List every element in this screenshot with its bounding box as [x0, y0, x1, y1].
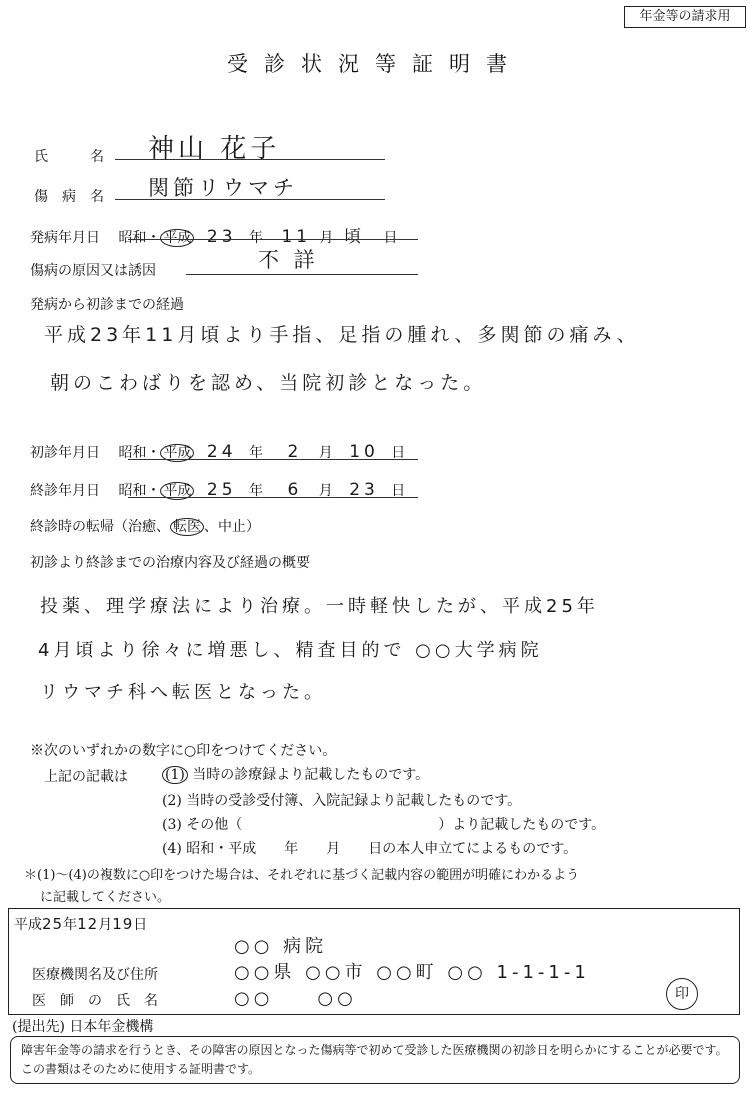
option-2-number: (2): [162, 793, 182, 809]
footer-note-box: [10, 1036, 740, 1084]
onset-month-unit: 月: [319, 230, 334, 246]
option-2: [162, 790, 521, 810]
submit-to: (提出先) 日本年金機構: [12, 1019, 154, 1035]
last-visit-era-heisei: 平成: [160, 482, 194, 500]
onset-underline: [128, 238, 418, 240]
option-3: [162, 814, 605, 834]
course-line-2: 朝のこわばりを認め、当院初診となった。: [50, 372, 487, 394]
option-4-text: 昭和・平成 年 月 日の本人申立てによるものです。: [186, 841, 578, 857]
first-visit-era-dot: ・: [146, 445, 161, 461]
treatment-label: 初診より終診までの治療内容及び経過の概要: [30, 555, 310, 571]
records-label: 上記の記載は: [44, 769, 128, 785]
onset-month: 11: [281, 227, 312, 247]
cause-label: 傷病の原因又は誘因: [30, 263, 156, 279]
treatment-line-3: リウマチ科へ転医となった。: [40, 682, 326, 703]
last-visit-era-showa: 昭和: [118, 483, 147, 499]
footer-note-text: 障害年金等の請求を行うとき、その障害の原因となった傷病等で初めて受診した医療機関の初診日を明らかにすることが必要です。この書類はそのために使用する証明書です。: [21, 1043, 728, 1076]
first-visit-month-unit: 月: [318, 445, 333, 461]
hospital-label: 医療機関名及び住所: [32, 967, 158, 983]
hospital-name: ○○ 病院: [234, 936, 328, 957]
first-visit-month: 2: [287, 442, 303, 462]
first-visit-underline: [128, 458, 418, 460]
first-visit-year-unit: 年: [249, 445, 263, 461]
onset-era-heisei: 平成: [160, 229, 194, 247]
course-label: 発病から初診までの経過: [30, 297, 184, 313]
onset-label: 発病年月日: [30, 230, 100, 246]
outcome-row: [30, 516, 260, 536]
option-1-number: (1): [162, 766, 188, 784]
treatment-line-2: 4月頃より徐々に増悪し、精査目的で ○○大学病院: [38, 640, 543, 661]
last-visit-underline: [128, 496, 418, 498]
first-visit-day-unit: 日: [391, 445, 406, 461]
option-3-text: その他（ ）より記載したものです。: [186, 817, 606, 833]
last-visit-year: 25: [206, 480, 237, 500]
seal-mark: 印: [666, 978, 698, 1010]
name-value: 神山 花子: [148, 134, 281, 164]
course-line-1: 平成23年11月頃より手指、足指の腫れ、多関節の痛み、: [44, 324, 640, 346]
hospital-address: ○○県 ○○市 ○○町 ○○ 1-1-1-1: [234, 962, 590, 983]
onset-row: [30, 222, 397, 247]
cert-date-day-unit: 日: [133, 917, 148, 933]
last-visit-year-unit: 年: [249, 483, 263, 499]
last-visit-day-unit: 日: [391, 483, 406, 499]
note-intro: ※次のいずれかの数字に○印をつけてください。: [30, 743, 337, 759]
first-visit-label: 初診年月日: [30, 445, 100, 461]
cert-date-month: 12: [77, 915, 99, 933]
cause-value: 不 詳: [258, 248, 319, 272]
onset-year-unit: 年: [249, 230, 263, 246]
option-4: [162, 838, 577, 858]
option-1-text: 当時の診療録より記載したものです。: [192, 767, 430, 783]
cert-date-year-unit: 年: [63, 917, 78, 933]
form-type-tag: 年金等の請求用: [624, 6, 746, 28]
last-visit-day: 23: [349, 480, 379, 500]
disease-label: 傷 病 名: [34, 189, 104, 205]
disease-value: 関節リウマチ: [148, 176, 298, 200]
cert-date-era: 平成: [14, 917, 42, 933]
last-visit-month: 6: [287, 480, 303, 500]
doctor-name: ○○ ○○: [234, 988, 357, 1009]
outcome-circled: 転医: [170, 518, 204, 536]
cert-date-month-unit: 月: [98, 917, 113, 933]
first-visit-era-heisei: 平成: [160, 444, 194, 462]
first-visit-era-showa: 昭和: [118, 445, 147, 461]
cert-date: [14, 914, 147, 934]
option-1: [162, 764, 429, 784]
page-title: 受診状況等証明書: [227, 52, 523, 76]
option-2-text: 当時の受診受付簿、入院記録より記載したものです。: [186, 793, 522, 809]
onset-year: 23: [206, 227, 237, 247]
note2-line-1: ＊(1)～(4)の複数に○印をつけた場合は、それぞれに基づく記載内容の範囲が明確にわかるよう: [24, 868, 580, 883]
onset-era-dot: ・: [146, 230, 161, 246]
onset-day: 頃: [344, 227, 365, 247]
first-visit-year: 24: [206, 442, 237, 462]
cert-date-day: 19: [112, 915, 134, 933]
onset-day-unit: 日: [383, 230, 398, 246]
treatment-line-1: 投薬、理学療法により治療。一時軽快したが、平成25年: [40, 596, 599, 617]
onset-era-showa: 昭和: [118, 230, 147, 246]
option-3-number: (3): [162, 817, 182, 833]
note2-line-2: に記載してください。: [40, 890, 171, 905]
cert-date-year: 25: [42, 915, 64, 933]
last-visit-month-unit: 月: [318, 483, 333, 499]
doctor-label: 医 師 の 氏 名: [32, 993, 158, 1009]
last-visit-era-dot: ・: [146, 483, 161, 499]
outcome-suffix: 、中止）: [204, 519, 260, 535]
name-label: 氏 名: [34, 149, 104, 165]
option-4-number: (4): [162, 841, 182, 857]
outcome-prefix: 終診時の転帰（治癒、: [30, 519, 170, 535]
first-visit-day: 10: [349, 442, 379, 462]
last-visit-label: 終診年月日: [30, 483, 100, 499]
